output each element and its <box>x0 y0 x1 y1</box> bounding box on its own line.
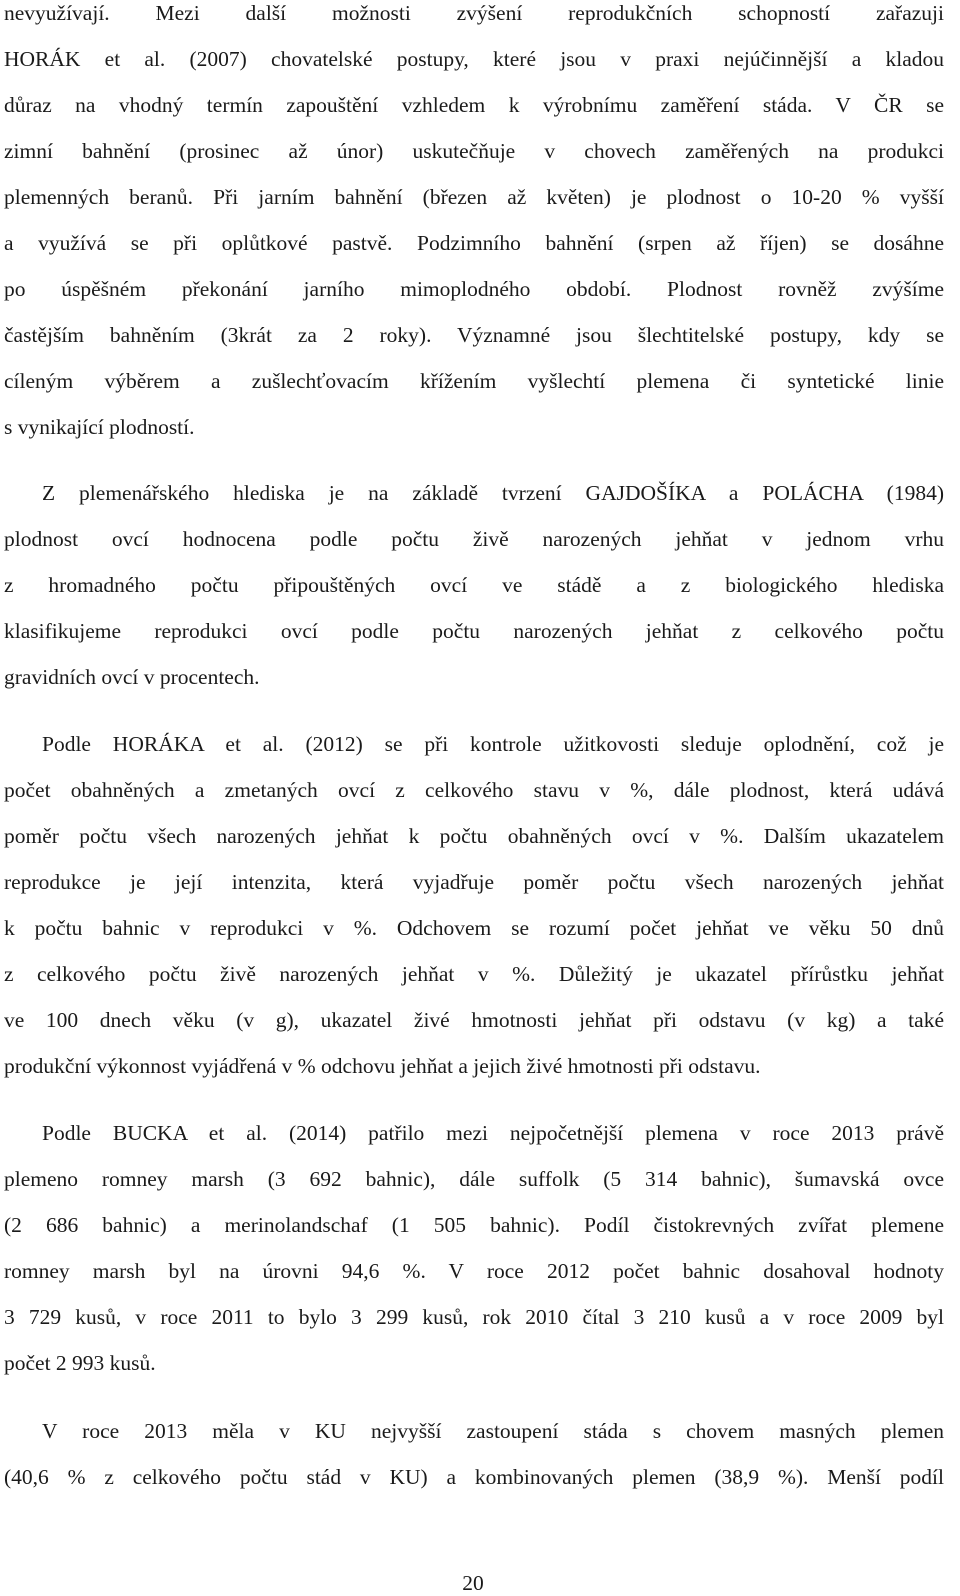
text-line: počet obahněných a zmetaných ovcí z celkového stavu v %, dále plodnost, která udává <box>4 778 944 802</box>
text-line: reprodukce je její intenzita, která vyjadřuje poměr počtu všech narozených jehňat <box>4 870 944 894</box>
text-line: nevyužívají. Mezi další možnosti zvýšení reprodukčních schopností zařazuji <box>4 1 944 25</box>
text-line: klasifikujeme reprodukci ovcí podle počtu narozených jehňat z celkového počtu <box>4 619 944 643</box>
text-line: častějším bahněním (3krát za 2 roky). Významné jsou šlechtitelské postupy, kdy se <box>4 323 944 347</box>
text-line: plodnost ovcí hodnocena podle počtu živě narozených jehňat v jednom vrhu <box>4 527 944 551</box>
text-line: poměr počtu všech narozených jehňat k počtu obahněných ovcí v %. Dalším ukazatelem <box>4 824 944 848</box>
text-line: Z plemenářského hlediska je na základě tvrzení GAJDOŠÍKA a POLÁCHA (1984) <box>42 481 944 505</box>
text-line: plemeno romney marsh (3 692 bahnic), dále suffolk (5 314 bahnic), šumavská ovce <box>4 1167 944 1191</box>
text-line: důraz na vhodný termín zapouštění vzhledem k výrobnímu zaměření stáda. V ČR se <box>4 93 944 117</box>
text-line: gravidních ovcí v procentech. <box>4 665 260 689</box>
text-line: Podle HORÁKA et al. (2012) se při kontrole užitkovosti sleduje oplodnění, což je <box>42 732 944 756</box>
text-line: plemenných beranů. Při jarním bahnění (březen až květen) je plodnost o 10-20 % vyšší <box>4 185 944 209</box>
text-line: z hromadného počtu připouštěných ovcí ve stádě a z biologického hlediska <box>4 573 944 597</box>
text-line: a využívá se při oplůtkové pastvě. Podzimního bahnění (srpen až říjen) se dosáhne <box>4 231 944 255</box>
text-line: V roce 2013 měla v KU nejvyšší zastoupení stáda s chovem masných plemen <box>42 1419 944 1443</box>
text-line: zimní bahnění (prosinec až únor) uskutečňuje v chovech zaměřených na produkci <box>4 139 944 163</box>
text-line: s vynikající plodností. <box>4 415 195 439</box>
text-line: (2 686 bahnic) a merinolandschaf (1 505 bahnic). Podíl čistokrevných zvířat plemene <box>4 1213 944 1237</box>
text-line: Podle BUCKA et al. (2014) patřilo mezi nejpočetnější plemena v roce 2013 právě <box>42 1121 944 1145</box>
text-line: k počtu bahnic v reprodukci v %. Odchovem se rozumí počet jehňat ve věku 50 dnů <box>4 916 944 940</box>
text-line: cíleným výběrem a zušlechťovacím křížením vyšlechtí plemena či syntetické linie <box>4 369 944 393</box>
text-line: HORÁK et al. (2007) chovatelské postupy, které jsou v praxi nejúčinnější a kladou <box>4 47 944 71</box>
text-line: počet 2 993 kusů. <box>4 1351 156 1375</box>
text-line: ve 100 dnech věku (v g), ukazatel živé hmotnosti jehňat při odstavu (v kg) a také <box>4 1008 944 1032</box>
text-line: po úspěšném překonání jarního mimoplodného období. Plodnost rovněž zvýšíme <box>4 277 944 301</box>
page-number: 20 <box>462 1571 484 1595</box>
text-line: z celkového počtu živě narozených jehňat v %. Důležitý je ukazatel přírůstku jehňat <box>4 962 944 986</box>
text-line: (40,6 % z celkového počtu stád v KU) a kombinovaných plemen (38,9 %). Menší podíl <box>4 1465 944 1489</box>
text-line: produkční výkonnost vyjádřená v % odchovu jehňat a jejich živé hmotnosti při odstavu. <box>4 1054 761 1078</box>
text-line: 3 729 kusů, v roce 2011 to bylo 3 299 kusů, rok 2010 čítal 3 210 kusů a v roce 2009 byl <box>4 1305 944 1329</box>
text-line: romney marsh byl na úrovni 94,6 %. V roce 2012 počet bahnic dosahoval hodnoty <box>4 1259 944 1283</box>
